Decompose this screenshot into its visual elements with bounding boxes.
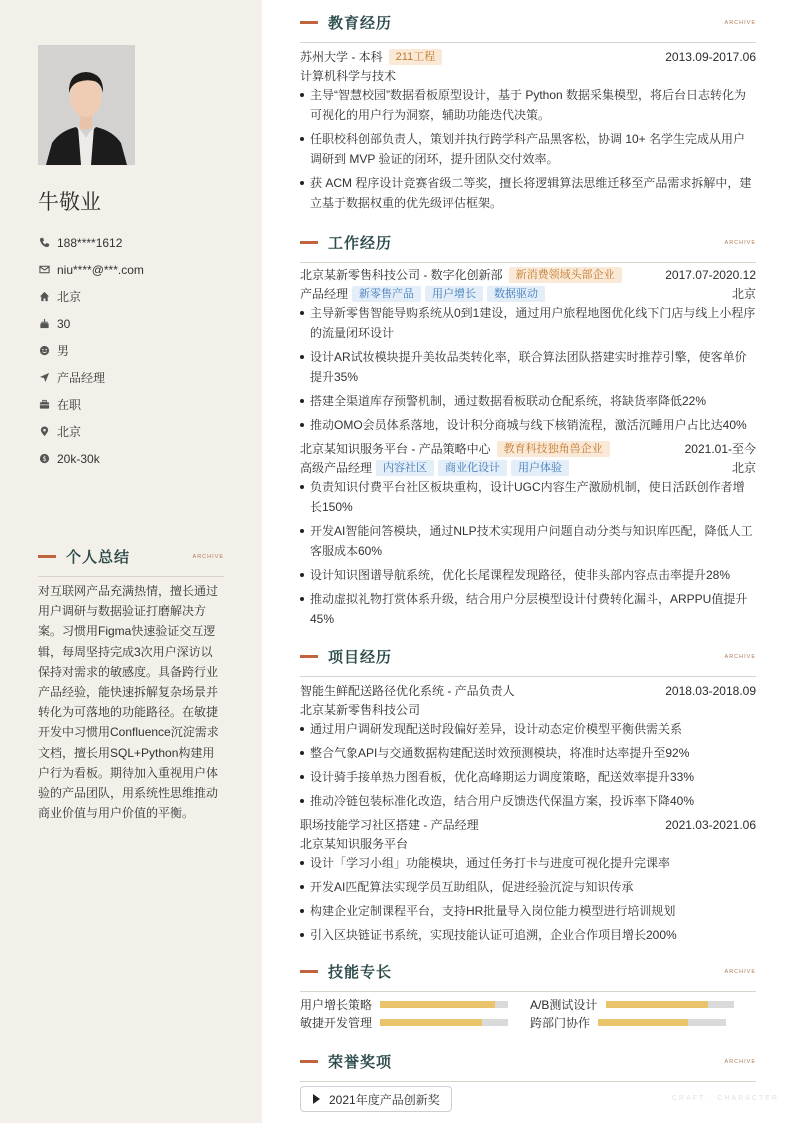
education-major xyxy=(300,66,756,85)
job-role: 产品经理 xyxy=(300,287,349,301)
list-item: 负责知识付费平台社区板块重构，设计UGC内容生产激励机制，使日活跃创作者增长150% xyxy=(300,477,756,517)
job-row xyxy=(300,265,756,284)
list-item: 通过用户调研发现配送时段偏好差异，设计动态定价模型平衡供需关系 xyxy=(300,719,756,739)
project-date: 2021.03-2021.06 xyxy=(665,817,756,832)
list-item: 引入区块链证书系统，实现技能认证可追溯，企业合作项目增长200% xyxy=(300,925,756,945)
job-city: 北京 xyxy=(731,287,756,301)
job-date: 2021.01-至今 xyxy=(684,442,756,456)
section-tag: ARCHIVE xyxy=(724,239,756,246)
school-name: 苏州大学 - 本科 xyxy=(300,50,383,64)
skill-chip: 用户增长 xyxy=(425,286,483,302)
skill-track xyxy=(380,1019,508,1026)
projects-section xyxy=(300,681,756,949)
job-city: 北京 xyxy=(731,461,756,475)
play-icon xyxy=(313,1094,320,1104)
contact-status xyxy=(38,391,144,418)
section-accent-bar xyxy=(300,970,318,973)
skill-track xyxy=(606,1001,734,1008)
section-accent-bar xyxy=(300,1060,318,1063)
list-item: 主导新零售智能导购系统从0到1建设，通过用户旅程地图优化线下门店与线上小程序的流量闭环设计 xyxy=(300,303,756,343)
education-header xyxy=(300,12,756,43)
project-name: 智能生鲜配送路径优化系统 - 产品负责人 xyxy=(300,684,515,698)
list-item: 主导“智慧校园”数据看板原型设计，基于 Python 数据采集模型，将后台日志转化为可视化的用户行为洞察，辅助功能迭代决策。 xyxy=(300,85,756,125)
skill-item xyxy=(300,1013,508,1031)
section-title: 项目经历 xyxy=(328,649,393,666)
contact-salary xyxy=(38,445,144,472)
section-tag: ARCHIVE xyxy=(724,653,756,660)
section-tag: ARCHIVE xyxy=(192,553,224,560)
job-bullets xyxy=(300,477,756,629)
major-name: 计算机科学与技术 xyxy=(300,69,397,83)
list-item: 开发AI匹配算法实现学员互助组队，促进经验沉淀与知识传承 xyxy=(300,877,756,897)
section-accent-bar xyxy=(300,241,318,244)
mail-icon xyxy=(38,264,50,276)
contact-home xyxy=(38,283,144,310)
send-icon xyxy=(38,372,50,384)
award-item[interactable] xyxy=(300,1086,452,1112)
honors-header xyxy=(300,1051,756,1082)
contact-text: 在职 xyxy=(57,398,82,412)
skill-chip: 用户体验 xyxy=(511,460,569,476)
salary-icon xyxy=(38,453,50,465)
job-role: 高级产品经理 xyxy=(300,461,373,475)
profile-name: 牛敬业 xyxy=(38,191,101,214)
contact-text: 188****1612 xyxy=(57,235,123,250)
skill-chip: 内容社区 xyxy=(376,460,434,476)
list-item: 任职校科创部负责人，策划并执行跨学科产品黑客松，协调 10+ 名学生完成从用户调研到 MVP 验证的闭环，提升团队交付效率。 xyxy=(300,129,756,169)
summary-header xyxy=(38,546,224,577)
work-header xyxy=(300,232,756,263)
list-item: 整合气象API与交通数据构建配送时效预测模块，将准时达率提升至92% xyxy=(300,743,756,763)
skill-item xyxy=(300,995,508,1013)
skill-fill xyxy=(598,1019,688,1026)
list-item: 推动OMO会员体系落地，设计积分商城与线下核销流程，激活沉睡用户占比达40% xyxy=(300,415,756,435)
job-role-row xyxy=(300,284,756,303)
projects-header xyxy=(300,646,756,677)
skill-item xyxy=(530,1013,726,1031)
school-badge: 211工程 xyxy=(389,49,443,65)
job-row xyxy=(300,439,756,458)
job-role-row xyxy=(300,458,756,477)
contact-list xyxy=(38,229,144,472)
education-date: 2013.09-2017.06 xyxy=(665,49,756,64)
skill-track xyxy=(598,1019,726,1026)
cake-icon xyxy=(38,318,50,330)
skills-header xyxy=(300,961,756,992)
contact-text: 30 xyxy=(57,316,71,331)
location-icon xyxy=(38,426,50,438)
contact-text: 产品经理 xyxy=(57,371,106,385)
project-org: 北京某新零售科技公司 xyxy=(300,703,421,717)
list-item: 推动虚拟礼物打赏体系升级，结合用户分层模型设计付费转化漏斗，ARPPU值提升45% xyxy=(300,589,756,629)
company-name: 北京某知识服务平台 - 产品策略中心 xyxy=(300,442,491,456)
list-item: 搭建全渠道库存预警机制，通过数据看板联动仓配系统，将缺货率降低22% xyxy=(300,391,756,411)
face-icon xyxy=(38,345,50,357)
list-item: 设计骑手接单热力图看板，优化高峰期运力调度策略，配送效率提升33% xyxy=(300,767,756,787)
section-tag: ARCHIVE xyxy=(724,1058,756,1065)
project-org-row xyxy=(300,700,756,719)
summary-text: 对互联网产品充满热情，擅长通过用户调研与数据验证打磨解决方案。习惯用Figma快速验证交互逻辑，每周坚持完成3次用户深访以保持对需求的敏感度。具备跨行业产品经验，能快速拆解复杂场景并转化为可落地的功能路径。在敏捷开发中习惯用Confluence沉淀需求文档，擅长用SQL+Python构建用户行为看板。期待加入重视用户体验的产品团队，用系统性思维推动商业价值与用户价值的平衡。 xyxy=(38,584,219,821)
section-tag: ARCHIVE xyxy=(724,968,756,975)
list-item: 开发AI智能问答模块，通过NLP技术实现用户问题自动分类与知识库匹配，降低人工客服成本60% xyxy=(300,521,756,561)
watermark: CRAFT · CHARACTER xyxy=(672,1095,779,1102)
award-name: 2021年度产品创新奖 xyxy=(329,1092,440,1107)
work-section xyxy=(300,265,756,633)
contact-position xyxy=(38,364,144,391)
education-section xyxy=(300,47,756,217)
skill-fill xyxy=(380,1001,495,1008)
contact-text: 20k-30k xyxy=(57,451,100,466)
list-item: 设计AR试妆模块提升美妆品类转化率，联合算法团队搭建实时推荐引擎，使客单价提升35% xyxy=(300,347,756,387)
project-org-row xyxy=(300,834,756,853)
skill-item xyxy=(530,995,734,1013)
company-badge: 新消费领域头部企业 xyxy=(509,267,622,283)
contact-phone xyxy=(38,229,144,256)
section-accent-bar xyxy=(300,655,318,658)
company-badge: 教育科技独角兽企业 xyxy=(497,441,610,457)
project-row xyxy=(300,815,756,834)
briefcase-icon xyxy=(38,399,50,411)
section-accent-bar xyxy=(300,21,318,24)
skill-name: 用户增长策略 xyxy=(300,997,373,1012)
contact-text: 北京 xyxy=(57,290,82,304)
project-row xyxy=(300,681,756,700)
job-date: 2017.07-2020.12 xyxy=(665,267,756,282)
section-title: 个人总结 xyxy=(66,549,131,566)
education-bullets xyxy=(300,85,756,213)
company-name: 北京某新零售科技公司 - 数字化创新部 xyxy=(300,268,503,282)
section-accent-bar xyxy=(38,555,56,558)
project-org: 北京某知识服务平台 xyxy=(300,837,409,851)
list-item: 推动冷链包装标准化改造，结合用户反馈迭代保温方案，投诉率下降40% xyxy=(300,791,756,811)
list-item: 获 ACM 程序设计竞赛省级二等奖，擅长将逻辑算法思维迁移至产品需求拆解中，建立基于数据权重的优先级评估框架。 xyxy=(300,173,756,213)
list-item: 构建企业定制课程平台，支持HR批量导入岗位能力模型进行培训规划 xyxy=(300,901,756,921)
job-bullets xyxy=(300,303,756,435)
contact-text: 男 xyxy=(57,344,70,358)
list-item: 设计「学习小组」功能模块，通过任务打卡与进度可视化提升完课率 xyxy=(300,853,756,873)
svg-text:$: $ xyxy=(41,454,47,463)
skill-fill xyxy=(606,1001,708,1008)
skill-name: 敏捷开发管理 xyxy=(300,1015,373,1030)
education-row xyxy=(300,47,756,66)
contact-location xyxy=(38,418,144,445)
section-title: 工作经历 xyxy=(328,235,393,252)
section-title: 技能专长 xyxy=(328,964,393,981)
home-icon xyxy=(38,291,50,303)
sidebar xyxy=(0,0,262,1123)
skill-track xyxy=(380,1001,508,1008)
project-bullets xyxy=(300,853,756,945)
skill-chip: 商业化设计 xyxy=(438,460,507,476)
skill-name: A/B测试设计 xyxy=(530,997,598,1012)
avatar-photo-icon xyxy=(38,45,135,165)
skill-name: 跨部门协作 xyxy=(530,1015,591,1030)
section-title: 荣誉奖项 xyxy=(328,1054,393,1071)
skill-chip: 新零售产品 xyxy=(352,286,421,302)
project-name: 职场技能学习社区搭建 - 产品经理 xyxy=(300,818,479,832)
contact-age xyxy=(38,310,144,337)
contact-text: niu****@***.com xyxy=(57,262,144,277)
section-tag: ARCHIVE xyxy=(724,19,756,26)
list-item: 设计知识图谱导航系统，优化长尾课程发现路径，使非头部内容点击率提升28% xyxy=(300,565,756,585)
project-bullets xyxy=(300,719,756,811)
section-title: 教育经历 xyxy=(328,15,393,32)
contact-email xyxy=(38,256,144,283)
project-date: 2018.03-2018.09 xyxy=(665,683,756,698)
avatar xyxy=(38,45,135,165)
contact-gender xyxy=(38,337,144,364)
skill-fill xyxy=(380,1019,482,1026)
phone-icon xyxy=(38,237,50,249)
contact-text: 北京 xyxy=(57,425,82,439)
skill-chip: 数据驱动 xyxy=(487,286,545,302)
